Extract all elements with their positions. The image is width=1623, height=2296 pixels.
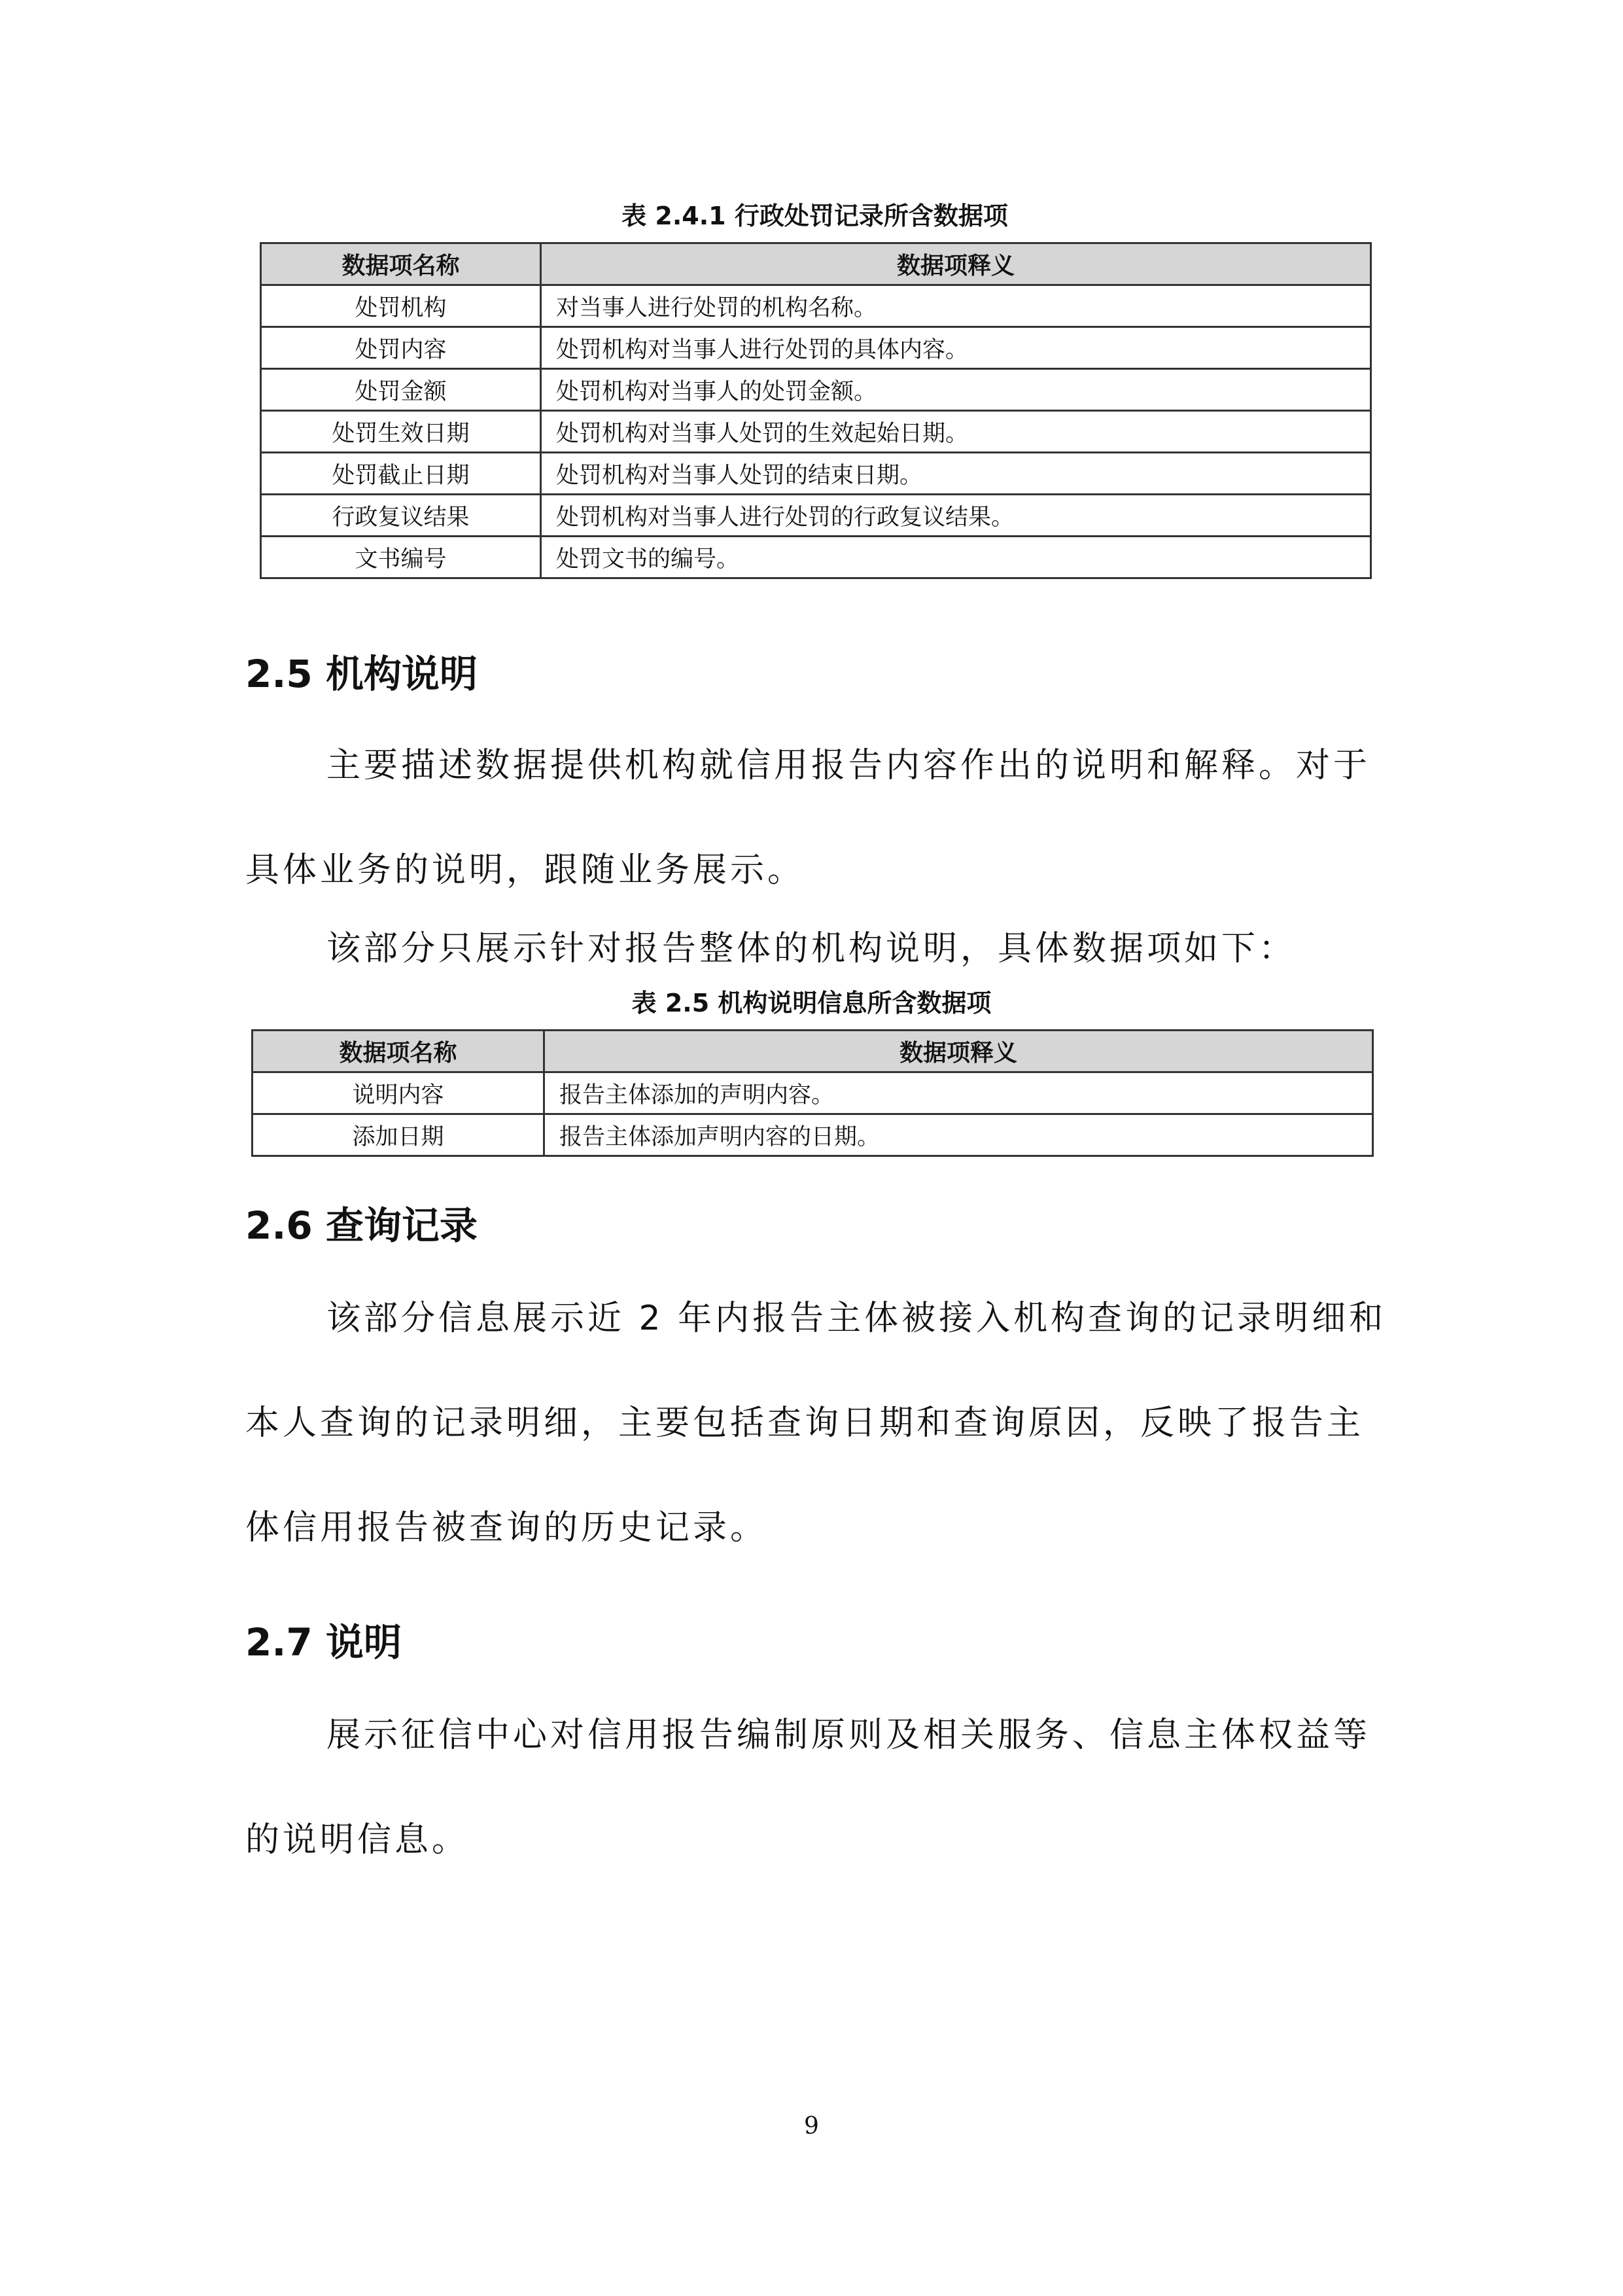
table-row [261, 495, 1371, 537]
paragraph: 该部分只展示针对报告整体的机构说明，具体数据项如下： [326, 929, 1297, 968]
table-header-row [253, 1031, 1373, 1072]
cell-desc: 报告主体添加的声明内容。 [544, 1072, 1373, 1114]
table-2-5-caption: 表 2.5 机构说明信息所含数据项 [631, 989, 992, 1017]
table-2-4-1-caption: 表 2.4.1 行政处罚记录所含数据项 [621, 202, 1008, 230]
section-heading-2-6: 2.6 查询记录 [245, 1203, 478, 1248]
table-row [261, 369, 1371, 411]
page-number: 9 [804, 2113, 819, 2140]
cell-name: 添加日期 [253, 1114, 544, 1156]
cell-desc: 处罚文书的编号。 [541, 537, 1371, 578]
table-row [253, 1114, 1373, 1156]
table-header-row [261, 243, 1371, 285]
cell-name: 处罚截止日期 [261, 453, 541, 495]
cell-desc: 处罚机构对当事人进行处罚的具体内容。 [541, 327, 1371, 369]
paragraph: 主要描述数据提供机构就信用报告内容作出的说明和解释。对于具体业务的说明，跟随业务展示。 [245, 746, 1371, 890]
cell-desc: 报告主体添加声明内容的日期。 [544, 1114, 1373, 1156]
cell-name: 处罚生效日期 [261, 411, 541, 453]
column-header-name: 数据项名称 [261, 243, 541, 285]
paragraph: 该部分信息展示近 2 年内报告主体被接入机构查询的记录明细和本人查询的记录明细，主要包括查询日期和查询原因，反映了报告主体信用报告被查询的历史记录。 [245, 1299, 1387, 1547]
cell-desc: 处罚机构对当事人处罚的结束日期。 [541, 453, 1371, 495]
cell-name: 处罚金额 [261, 369, 541, 411]
column-header-desc: 数据项释义 [541, 243, 1371, 285]
table-row [261, 537, 1371, 578]
cell-name: 文书编号 [261, 537, 541, 578]
cell-desc: 处罚机构对当事人处罚的生效起始日期。 [541, 411, 1371, 453]
paragraph: 展示征信中心对信用报告编制原则及相关服务、信息主体权益等的说明信息。 [245, 1716, 1371, 1860]
table-2-4-1 [260, 242, 1372, 579]
cell-desc: 处罚机构对当事人的处罚金额。 [541, 369, 1371, 411]
section-heading-2-5: 2.5 机构说明 [245, 652, 478, 696]
table-row [261, 285, 1371, 327]
cell-name: 行政复议结果 [261, 495, 541, 537]
cell-name: 处罚机构 [261, 285, 541, 327]
cell-desc: 对当事人进行处罚的机构名称。 [541, 285, 1371, 327]
table-row [253, 1072, 1373, 1114]
column-header-name: 数据项名称 [253, 1031, 544, 1072]
table-row [261, 453, 1371, 495]
column-header-desc: 数据项释义 [544, 1031, 1373, 1072]
table-row [261, 327, 1371, 369]
table-2-5 [251, 1029, 1374, 1157]
cell-name: 说明内容 [253, 1072, 544, 1114]
cell-desc: 处罚机构对当事人进行处罚的行政复议结果。 [541, 495, 1371, 537]
section-heading-2-7: 2.7 说明 [245, 1620, 402, 1665]
table-row [261, 411, 1371, 453]
cell-name: 处罚内容 [261, 327, 541, 369]
